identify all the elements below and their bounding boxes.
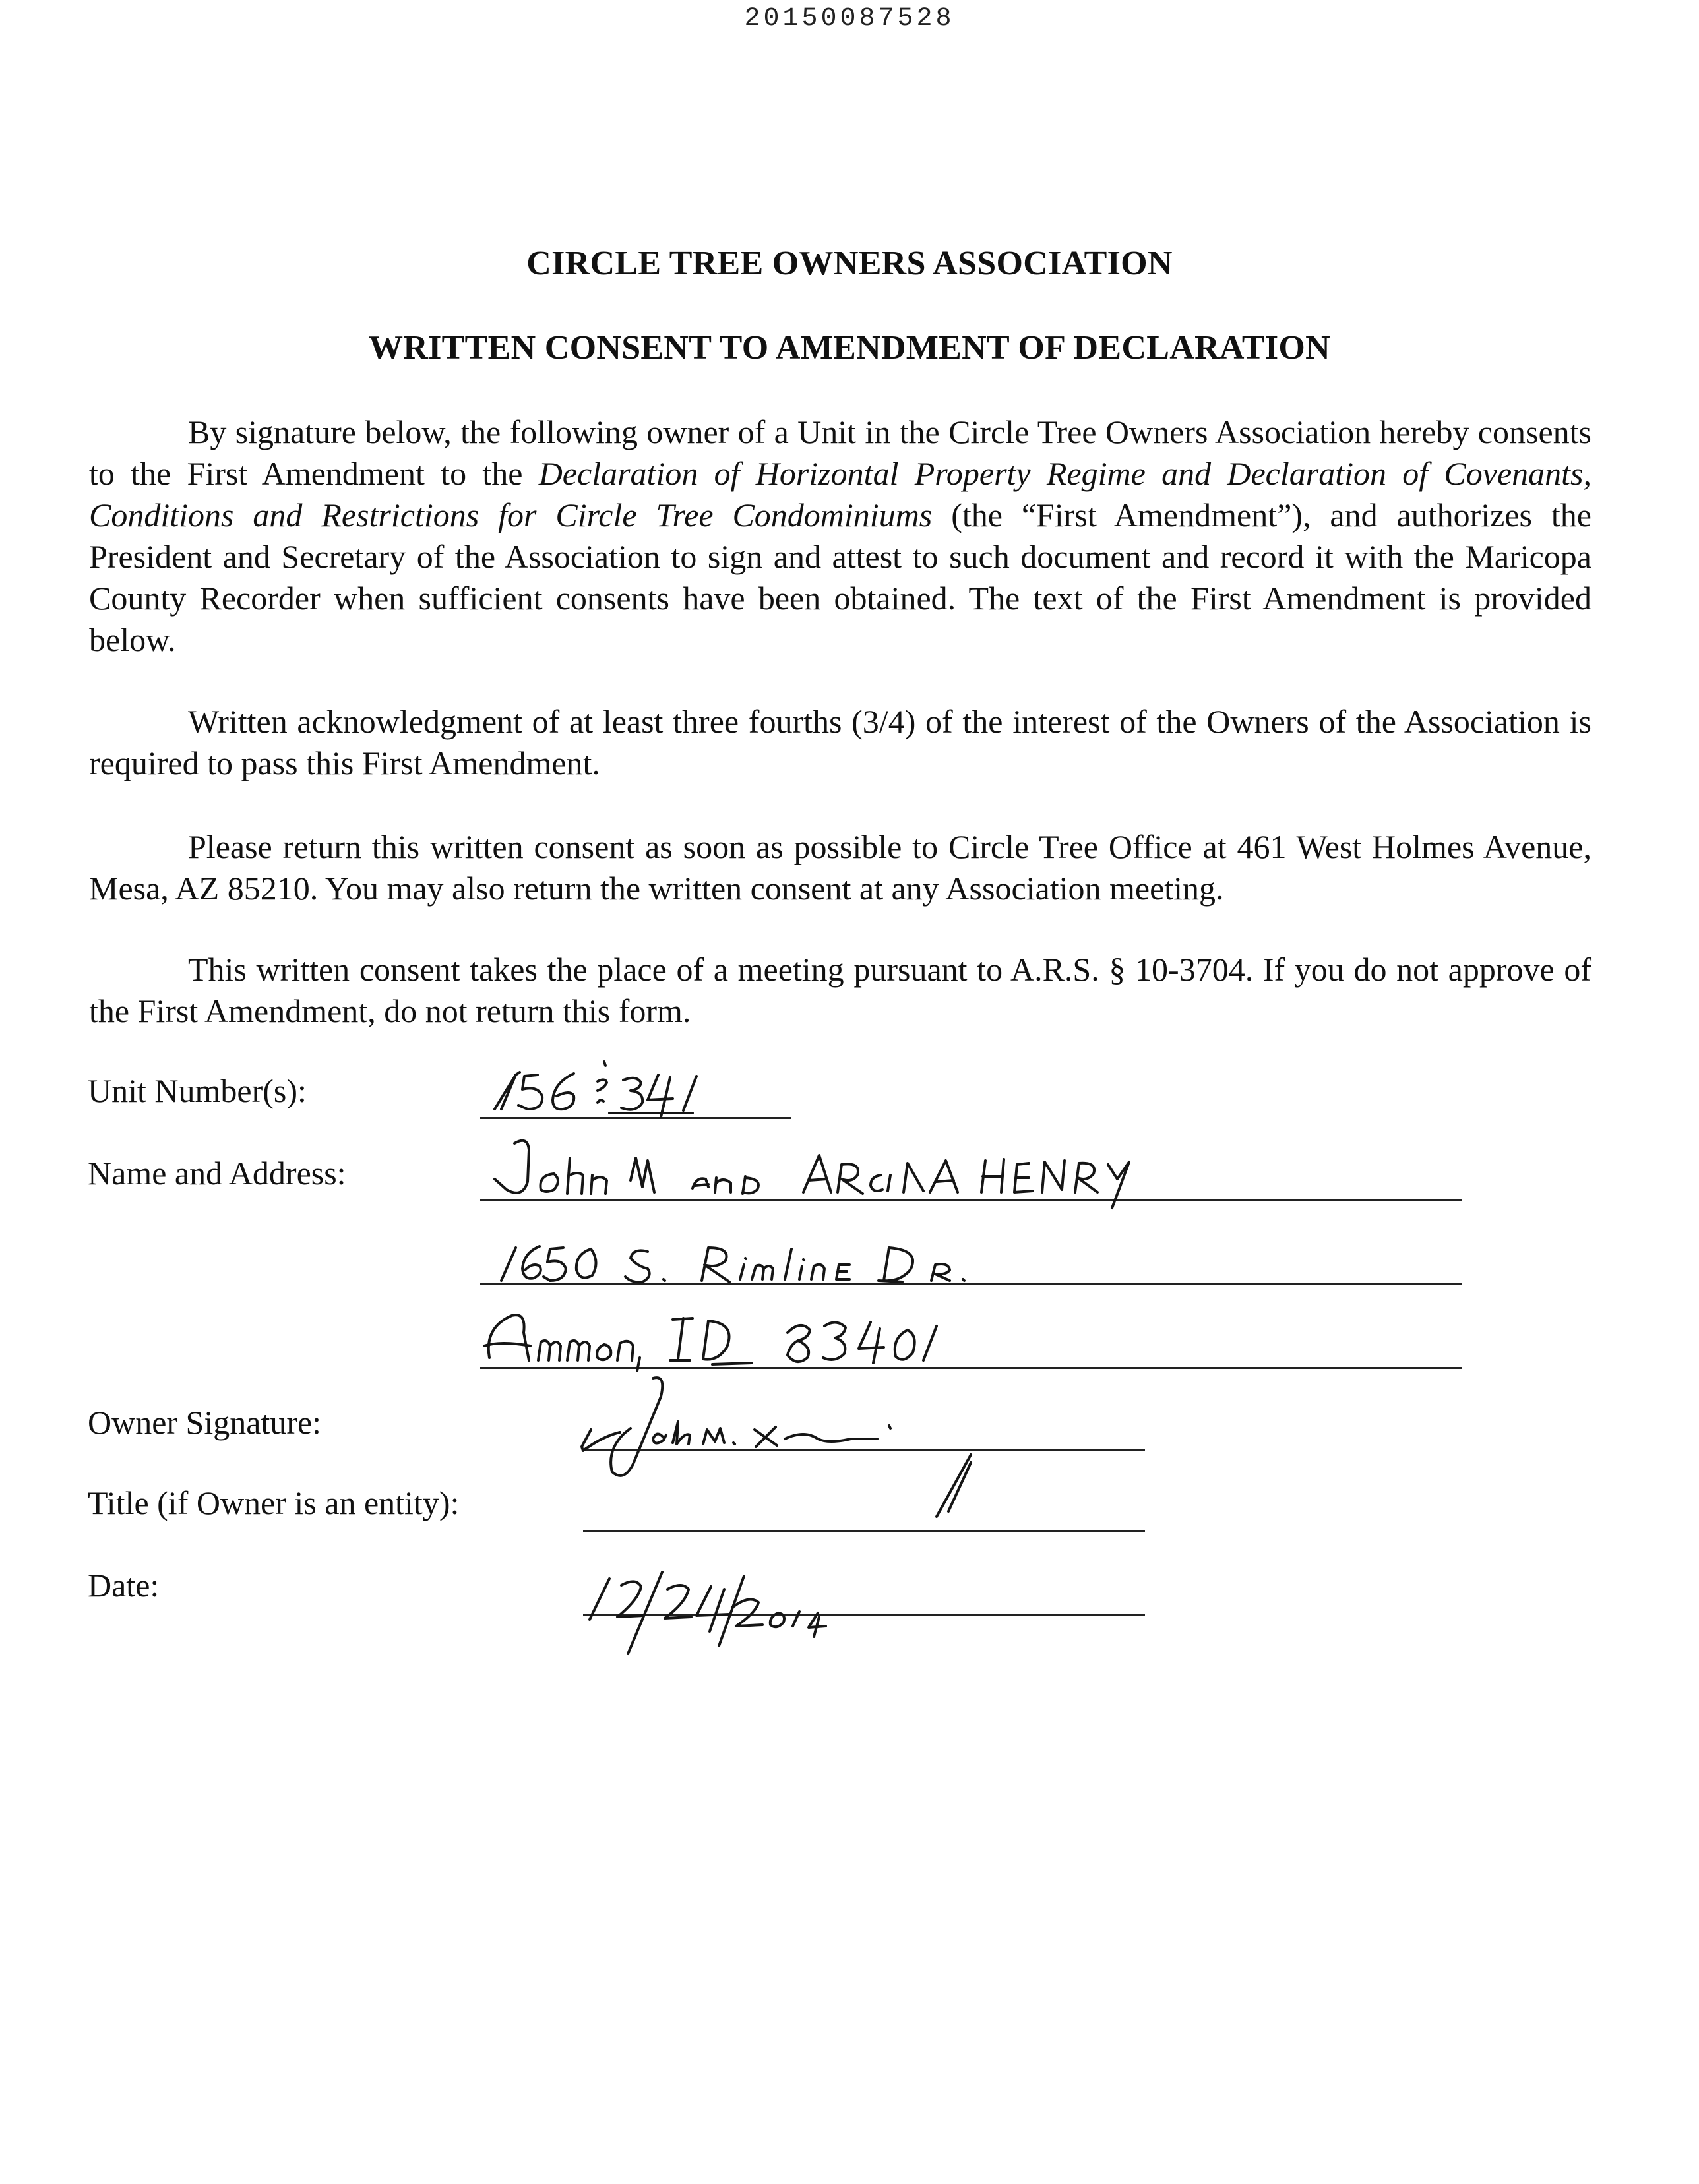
unit-number-label: Unit Number(s): bbox=[88, 1072, 307, 1109]
title-label: Title (if Owner is an entity): bbox=[88, 1484, 460, 1521]
acknowledgment-paragraph: Written acknowledgment of at least three fourths (3/4) of the interest of the Owners of the Association is required to pass this First Amendment. bbox=[89, 703, 1591, 781]
title-value bbox=[0, 0, 1, 1]
consent-paragraph-end: (the “First Amendment”), and authorizes the President and Secretary of the Association to sign and attest to such document and record it with the Maricopa County Recorder when sufficient consents have been obtained. The text of the First Amendment is provided below. bbox=[89, 497, 1591, 658]
consent-paragraph-start: By signature below, the following owner of a Unit in the Circle Tree Owners Association hereby consents to the First Amendment to the bbox=[89, 413, 1591, 492]
owner-name-handwriting bbox=[475, 1121, 1240, 1213]
date-label: Date: bbox=[88, 1567, 160, 1604]
unit-number-value bbox=[0, 0, 1, 1]
consent-paragraph bbox=[89, 411, 1591, 661]
declaration-title-italic: Declaration of Horizontal Property Regime and Declaration of Covenants, Conditions and Restrictions for Circle Tree Condominiums bbox=[89, 455, 1592, 533]
owner-city-value bbox=[0, 0, 1, 1]
date-handwriting bbox=[580, 1563, 976, 1675]
document-title: WRITTEN CONSENT TO AMENDMENT OF DECLARATION bbox=[368, 329, 1331, 367]
title-handwriting bbox=[910, 1451, 989, 1530]
return-instructions-paragraph: Please return this written consent as soon as possible to Circle Tree Office at 461 West Holmes Avenue, Mesa, AZ 85210. You may also return the written consent at any Association meeting. bbox=[89, 828, 1591, 907]
owner-street-value bbox=[0, 0, 1, 1]
owner-signature-label: Owner Signature: bbox=[88, 1404, 322, 1441]
owner-name-value bbox=[0, 0, 1, 1]
owner-street-handwriting bbox=[475, 1207, 1068, 1292]
date-value bbox=[0, 0, 1, 1]
association-title: CIRCLE TREE OWNERS ASSOCIATION bbox=[526, 245, 1173, 282]
meeting-replacement-paragraph: This written consent takes the place of a meeting pursuant to A.R.S. § 10-3704. If you do not approve of the First Amendment, do not return this form. bbox=[89, 951, 1591, 1029]
unit-number-handwriting bbox=[475, 1048, 818, 1128]
name-address-label: Name and Address: bbox=[88, 1155, 346, 1192]
recording-number: 20150087528 bbox=[744, 4, 955, 34]
